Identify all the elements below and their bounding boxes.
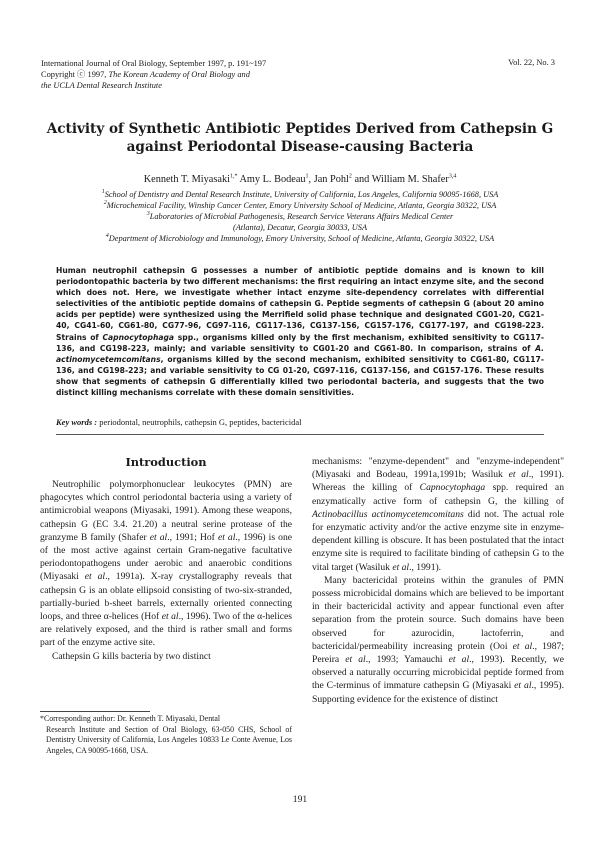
keywords-divider bbox=[56, 434, 544, 435]
copyright-line-2: the UCLA Dental Research Institute bbox=[41, 81, 162, 90]
body-paragraph: Neutrophilic polymorphonuclear leukocytes (PMN) are phagocytes which control periodontal bacteria using a variety of antimicrobial weapons (Miyasaki, 1991). Among these weapons, cathepsin G (EC 3.4. 21.20) a neutral serine protease of the granzyme B family (Shafer et al., 1991; Hof et al., 1996) is one of the most active against certain Gram-negative facultative periodontopathogens under aerobic and anaerobic conditions (Miyasaki et al., 1991a). X-ray crystallography reveals that cathepsin G is an oblate ellipsoid consisting of two-six-stranded, partially-buried b-sheet barrels, externally oriented connecting loops, and three α-helices (Hof et al., 1996). Two of the α-helices are relatively exposed, and the third is rather small and forms part of the enzyme active site. bbox=[40, 479, 292, 649]
affiliation: $^3$Laboratories of Microbial Pathogenesis, Research Service Veterans Affairs Medical Center bbox=[146, 211, 454, 221]
corresponding-author-footnote: *Corresponding author: Dr. Kenneth T. Miyasaki, Dental Research Institute and Section of Oral Biology, 63-050 CHS, School of Dentistry University of California, Los Angeles 10833 Le Conte Avenue, Los Angeles, CA 90095-1668, USA. bbox=[40, 714, 292, 755]
author-list: Kenneth T. Miyasaki$^{1,*}$ Amy L. Bodeau$^1$, Jan Pohl$^2$ and William M. Shafer$^{3,4}$ bbox=[143, 173, 457, 185]
page-number: 191 bbox=[292, 794, 308, 805]
section-heading-introduction: Introduction bbox=[125, 455, 207, 469]
abstract: Human neutrophil cathepsin G possesses a number of antibiotic peptide domains and is known to kill periodontopathic bacteria by two different mechanisms: the first requiring an intact enzyme site, and the second which does not. Here, we investigate whether intact enzyme site-dependency correlates with differential selectivities of the antibiotic peptide domains of cathepsin G. Peptide segments of cathepsin G (about 20 amino acids per peptide) were synthesized using the Merrifield solid phase technique and designated CG01-20, CG21-40, CG41-60, CG61-80, CG77-96, CG97-116, CG117-136, CG137-156, CG157-176, CG177-197, and CG198-223. Strains of Capnocytophaga spp., organisms killed only by the first mechanism, exhibited sensitivity to CG117-136, and CG198-223, mainly; and variable sensitivity to CG01-20 and CG61-80. In comparison, strains of A. actinomycetemcomitans, organisms killed by the second mechanism, exhibited sensitivity to CG61-80, CG117-136, and CG198-223; and variable sensitivity to CG 01-20, CG97-116, CG137-156, and CG157-176. These results show that segments of cathepsin G differentially killed two periodontal bacteria, and suggests that the two distinct killing mechanisms correlate with these domain sensitivities. bbox=[56, 266, 544, 398]
journal-header bbox=[41, 58, 381, 91]
body-paragraph: Many bactericidal proteins within the granules of PMN possess microbicidal domains which are believed to be important in their bactericidal activity and appear functional even after separation from the protein source. Such domains have been observed for azurocidin, lactoferrin, and bactericidal/permeability increasing protein (Ooi et al., 1987; Pereira et al., 1993; Yamauchi et al., 1993). Recently, we observed a naturally occurring microbicidal peptide formed from the C-terminus of immature cathepsin G (Miyasaki et al., 1995). Supporting evidence for the existence of distinct bbox=[312, 574, 564, 705]
affiliation: (Atlanta), Decatur, Georgia 30033, USA bbox=[232, 223, 368, 232]
body-paragraph: Cathepsin G kills bacteria by two distinct bbox=[52, 650, 211, 662]
right-column bbox=[312, 455, 564, 706]
affiliation: $^4$Department of Microbiology and Immunology, Emory University, School of Medicine, Atlanta, Georgia 30322, USA bbox=[105, 233, 495, 243]
body-paragraph: mechanisms: "enzyme-dependent" and "enzyme-independent" (Miyasaki and Bodeau, 1991a,1991b; Wasiluk et al., 1991). Whereas the killing of Capnocytophaga spp. required an enzymatically active form of cathepsin G, the killing of Actinobacillus actinomycetemcomitans did not. The actual role for enzymatic activity and/or the active enzyme site in enzyme-dependent killing is obscure. It has been postulated that the intact enzyme site is required to facilitate binding of cathepsin G to the vital target (Wasiluk et al., 1991). bbox=[312, 456, 565, 573]
keywords-label: Key words : bbox=[56, 417, 98, 427]
affiliation: $^1$School of Dentistry and Dental Research Institute, University of California, Los Angeles, California 90095-1668, USA bbox=[101, 189, 499, 199]
article-title: Activity of Synthetic Antibiotic Peptides Derived from Cathepsin G against Periodontal Disease-causing Bacteria bbox=[46, 121, 554, 155]
keywords-text: periodontal, neutrophils, cathepsin G, peptides, bactericidal bbox=[97, 417, 302, 427]
left-column bbox=[40, 455, 292, 663]
footnote-divider bbox=[40, 711, 150, 712]
affiliations bbox=[40, 189, 560, 244]
affiliation: $^2$Microchemical Facility, Winship Cancer Center, Emory University School of Medicine, Atlanta, Georgia 30322, USA bbox=[103, 200, 497, 210]
copyright-line: Copyright ⓒ 1997, The Korean Academy of Oral Biology and bbox=[41, 70, 250, 79]
volume-issue: Vol. 22, No. 3 bbox=[508, 58, 555, 67]
keywords bbox=[56, 417, 544, 427]
journal-citation: International Journal of Oral Biology, September 1997, p. 191~197 bbox=[41, 59, 267, 68]
